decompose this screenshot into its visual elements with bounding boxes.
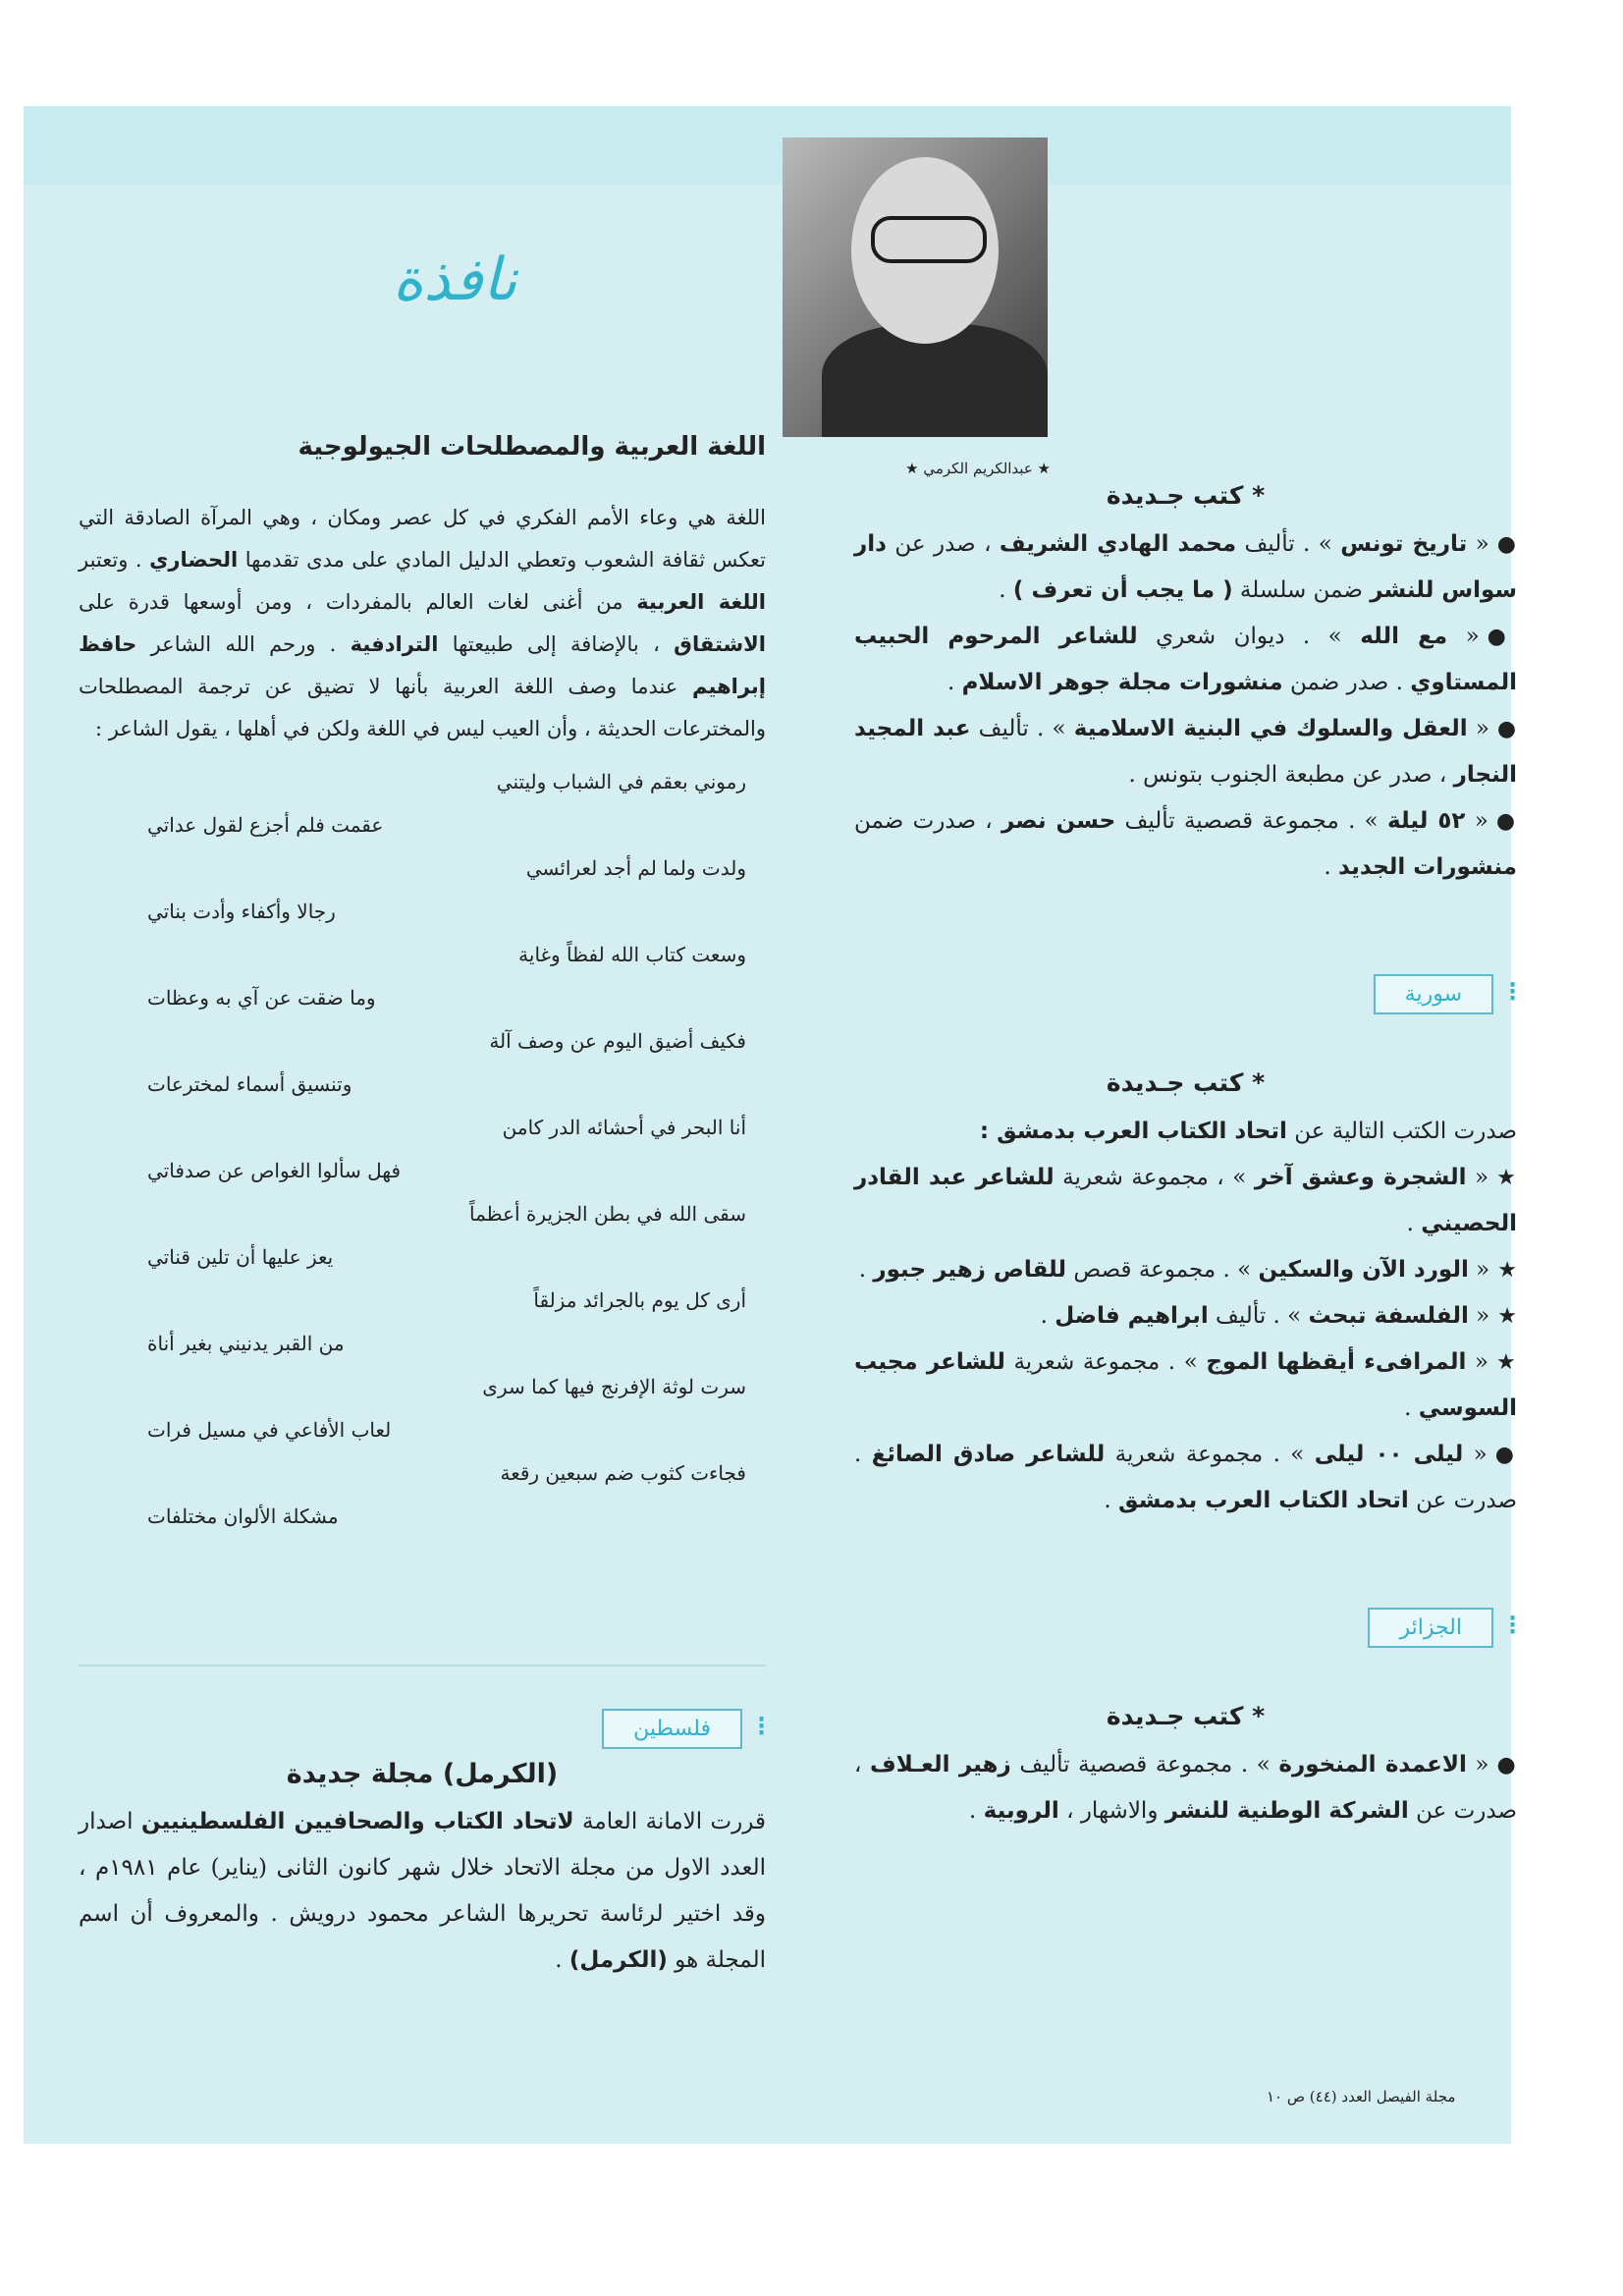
circle-bullet-icon: ● bbox=[1494, 1443, 1517, 1467]
page-footer: مجلة الفيصل العدد (٤٤) ص ١٠ bbox=[1267, 2088, 1456, 2105]
section-title: * كتب جـديدة bbox=[1106, 1702, 1266, 1730]
news-title: (الكرمل) مجلة جديدة bbox=[286, 1759, 559, 1789]
book-entry: ★« الفلسفة تبحث » . تأليف ابراهيم فاضل . bbox=[1040, 1303, 1517, 1329]
verse-line: رجالا وأكفاء وأدت بناتي bbox=[147, 900, 336, 923]
circle-bullet-icon: ● bbox=[1496, 1753, 1517, 1777]
section-title: * كتب جـديدة bbox=[1106, 481, 1266, 510]
section-intro: صدرت الكتب التالية عن اتحاد الكتاب العرب بدمشق : bbox=[979, 1119, 1517, 1144]
bullet-icon: ⁝ bbox=[1508, 975, 1517, 1008]
country-label: سورية bbox=[1374, 974, 1493, 1014]
verse-line: وسعت كتاب الله لفظاً وغاية bbox=[518, 943, 746, 966]
divider bbox=[79, 1665, 766, 1667]
article-column bbox=[79, 432, 766, 1538]
circle-bullet-icon: ● bbox=[1496, 532, 1517, 557]
book-entry: ●« تاريخ تونس » . تأليف محمد الهادي الشريف ، صدر عن دار سواس للنشر ضمن سلسلة ( ما يجب أن تعرف ) . bbox=[854, 531, 1517, 603]
verse-line: فكيف أضيق اليوم عن وصف آلة bbox=[489, 1029, 746, 1053]
article-intro: اللغة هي وعاء الأمم الفكري في كل عصر ومكان ، وهي المرآة الصادقة التي تعكس ثقافة الشعوب وتعطي الدليل المادي على مدى تقدمها الحضاري . وتعتبر اللغة العربية من أغنى لغات العالم بالمفردات ، ومن أوسعها قدرة على الاشتقاق ، بالإضافة إلى طبيعتها الترادفية . ورحم الله الشاعر حافظ إبراهيم عندما وصف اللغة العربية بأنها لا تضيق عن ترجمة المصطلحات والمخترعات الحديثة ، وأن العيب ليس في اللغة ولكن في أهلها ، يقول الشاعر : bbox=[79, 506, 767, 740]
country-label: الجزائر bbox=[1368, 1608, 1493, 1648]
book-entry: ●« مع الله » . ديوان شعري للشاعر المرحوم الحبيب المستاوي . صدر ضمن منشورات مجلة جوهر الاسلام . bbox=[854, 624, 1518, 695]
bullet-icon: ⁝ bbox=[757, 1710, 766, 1742]
bullet-icon: ⁝ bbox=[1508, 1609, 1517, 1641]
verse-line: أرى كل يوم بالجرائد مزلقاً bbox=[533, 1288, 746, 1312]
book-entry: ●« الاعمدة المنخورة » . مجموعة قصصية تأليف زهير العـلاف ، صدرت عن الشركة الوطنية للنشر والاشهار ، الروبية . bbox=[854, 1752, 1517, 1824]
verse-line: عقمت فلم أجزع لقول عداتي bbox=[147, 813, 384, 837]
verse-line: سرت لوثة الإفرنج فيها كما سرى bbox=[482, 1375, 746, 1398]
book-entry: ★« الورد الآن والسكين » . مجموعة قصص للقاص زهير جبور . bbox=[858, 1257, 1517, 1283]
verse-line: يعز عليها أن تلين قناتي bbox=[147, 1245, 334, 1269]
book-entry: ●« ليلى ٠٠ ليلى » . مجموعة شعرية للشاعر صادق الصائغ . صدرت عن اتحاد الكتاب العرب بدمشق . bbox=[854, 1442, 1517, 1513]
circle-bullet-icon: ● bbox=[1487, 625, 1518, 649]
news-text: قررت الامانة العامة لاتحاد الكتاب والصحافيين الفلسطينيين اصدار العدد الاول من مجلة الاتحاد خلال شهر كانون الثانى (يناير) عام ١٩٨١م ، وقد اختير لرئاسة تحريرها الشاعر محمود درويش . والمعروف أن اسم المجلة هو (الكرمل) . bbox=[79, 1809, 766, 1973]
verse-line: من القبر يدنيني بغير أناة bbox=[147, 1332, 345, 1355]
section-title: * كتب جـديدة bbox=[1106, 1068, 1266, 1097]
star-bullet-icon: ★ bbox=[1497, 1258, 1517, 1283]
book-entry: ★« الشجرة وعشق آخر » ، مجموعة شعرية للشاعر عبد القادر الحصيني . bbox=[854, 1165, 1517, 1236]
verse-line: وتنسيق أسماء لمخترعات bbox=[147, 1072, 352, 1096]
verse-line: لعاب الأفاعي في مسيل فرات bbox=[147, 1418, 392, 1442]
article-title: اللغة العربية والمصطلحات الجيولوجية bbox=[298, 432, 766, 462]
country-label: فلسطين bbox=[602, 1709, 742, 1749]
book-entry: ●« العقل والسلوك في البنية الاسلامية » . تأليف عبد المجيد النجار ، صدر عن مطبعة الجنوب بتونس . bbox=[854, 716, 1517, 788]
star-bullet-icon: ★ bbox=[1496, 1166, 1517, 1190]
verse-line: مشكلة الألوان مختلفات bbox=[147, 1504, 339, 1528]
top-band bbox=[24, 106, 1511, 185]
verse-line: رموني بعقم في الشباب وليتني bbox=[496, 770, 746, 793]
palestine-section bbox=[79, 1709, 766, 1984]
verse-line: ولدت ولما لم أجد لعرائسي bbox=[525, 856, 746, 880]
circle-bullet-icon: ● bbox=[1495, 809, 1517, 834]
star-bullet-icon: ★ bbox=[1497, 1304, 1517, 1329]
verse-line: أنا البحر في أحشائه الدر كامن bbox=[502, 1116, 746, 1139]
book-entry: ●« ٥٢ ليلة » . مجموعة قصصية تأليف حسن نصر ، صدرت ضمن منشورات الجديد . bbox=[854, 808, 1517, 880]
section-heading: نافذة bbox=[393, 246, 517, 314]
author-photo bbox=[783, 137, 1048, 437]
verse-line: فهل سألوا الغواص عن صدفاتي bbox=[147, 1159, 402, 1182]
book-entry: ★« المرافىء أيقظها الموج » . مجموعة شعرية للشاعر مجيب السوسي . bbox=[854, 1349, 1517, 1421]
photo-caption: ★ عبدالكريم الكرمي ★ bbox=[905, 460, 1051, 477]
poem bbox=[79, 760, 766, 1538]
books-column bbox=[854, 481, 1517, 1834]
verse-line: سقى الله في بطن الجزيرة أعظماً bbox=[469, 1202, 746, 1226]
verse-line: فجاءت كثوب ضم سبعين رقعة bbox=[500, 1461, 746, 1485]
circle-bullet-icon: ● bbox=[1496, 717, 1517, 741]
star-bullet-icon: ★ bbox=[1496, 1350, 1517, 1375]
verse-line: وما ضقت عن آي به وعظات bbox=[147, 986, 376, 1010]
